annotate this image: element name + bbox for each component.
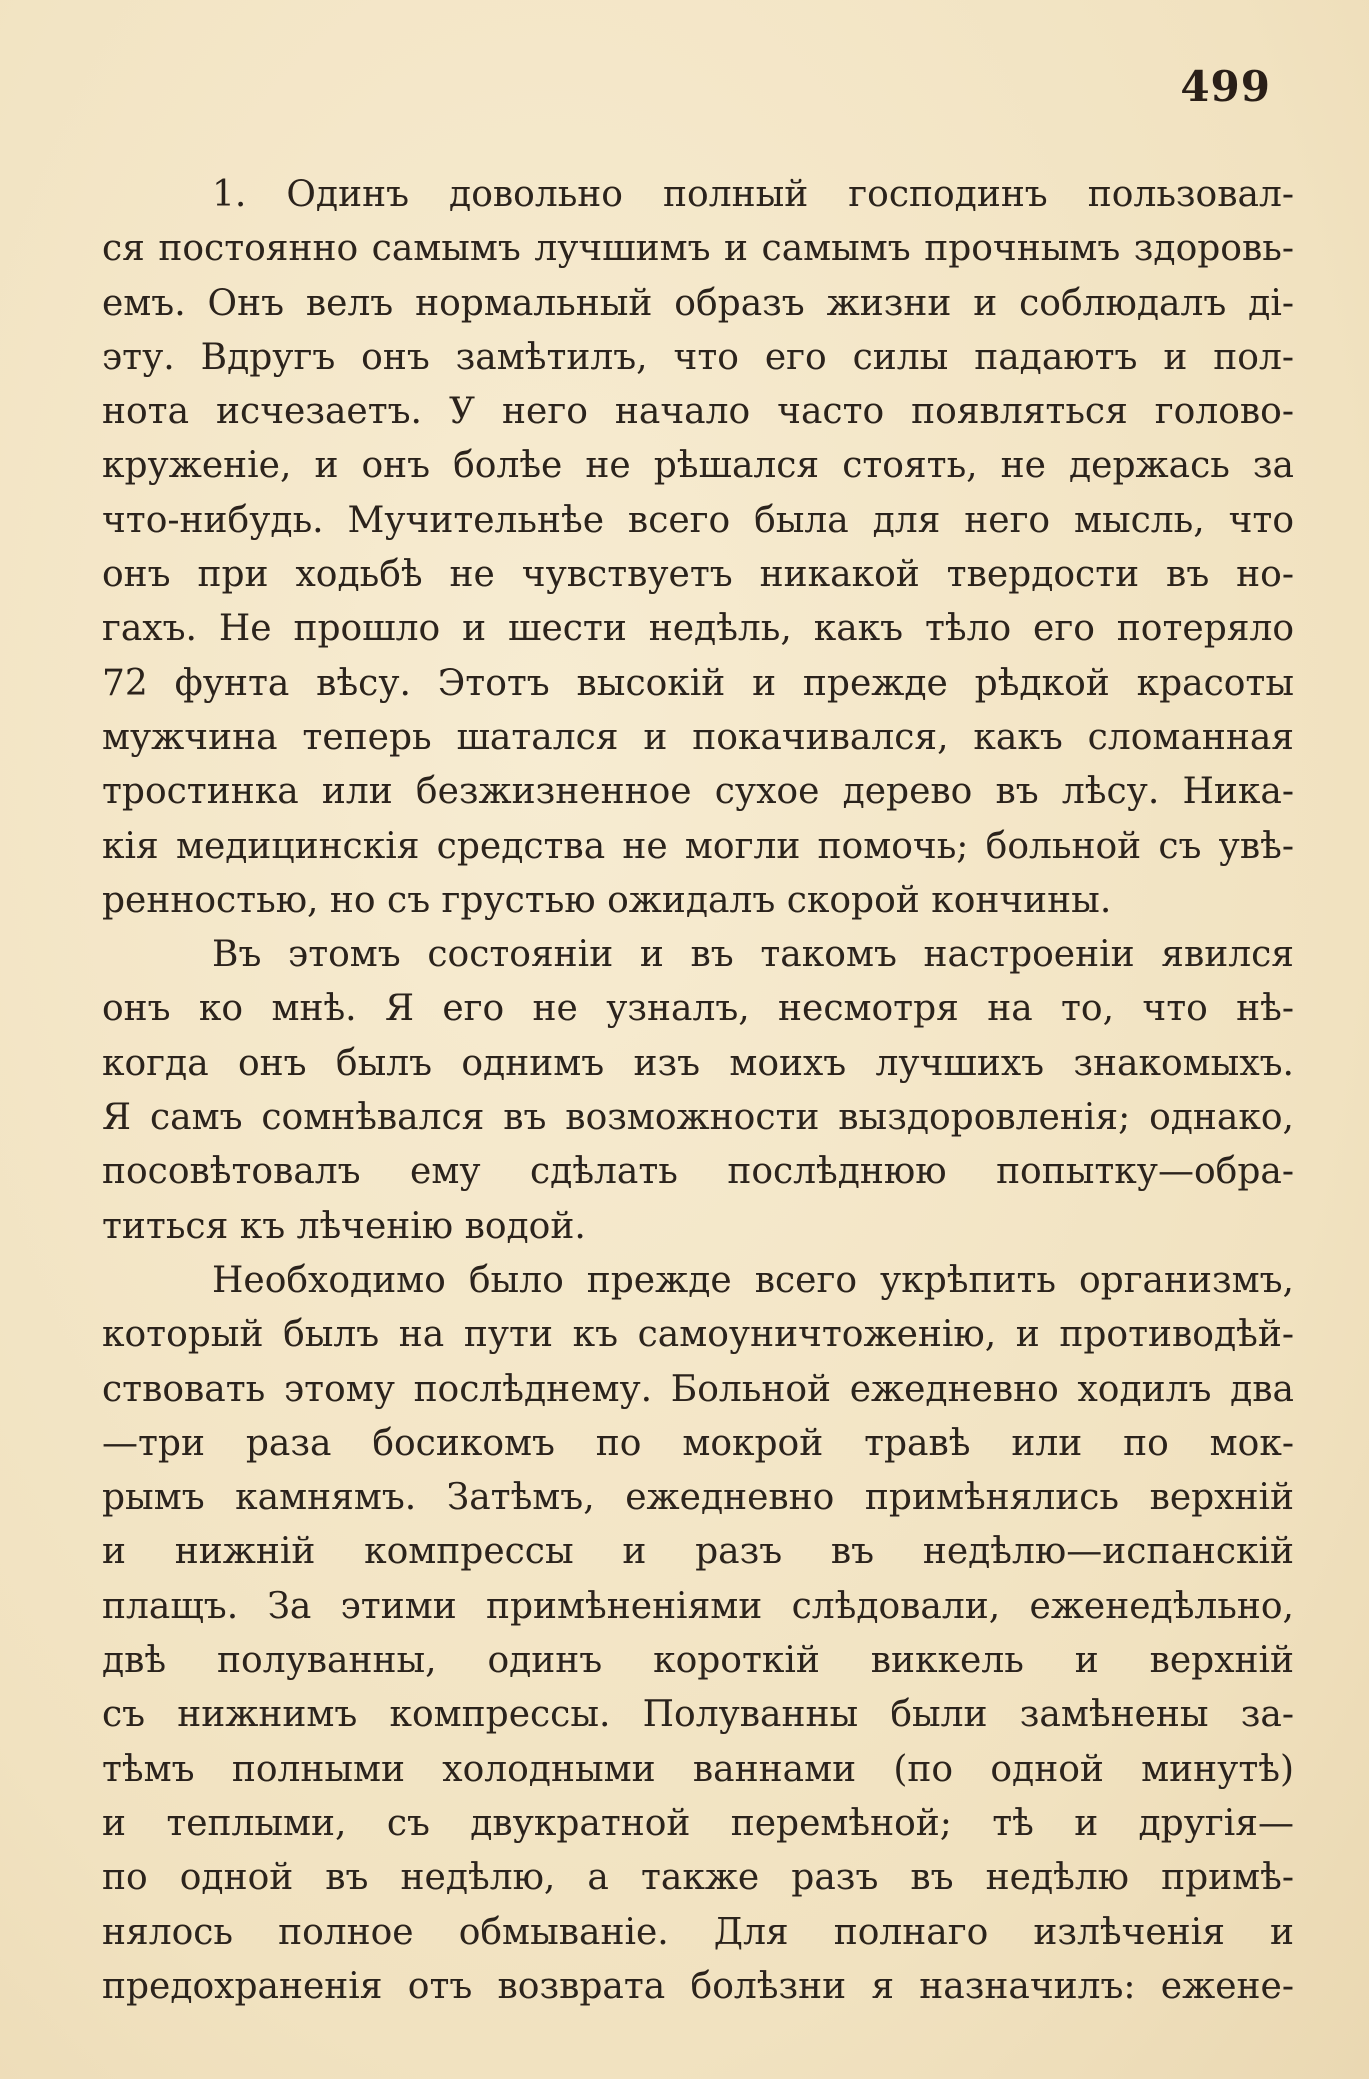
text-line: тѣмъ полными холодными ваннами (по одной минутѣ) <box>102 1748 1294 1790</box>
text-line: тростинка или безжизненное сухое дерево въ лѣсу. Ника- <box>102 771 1294 813</box>
text-line: по одной въ недѣлю, а также разъ въ недѣлю примѣ- <box>102 1857 1294 1899</box>
text-line: кія медицинскія средства не могли помочь; больной съ увѣ- <box>102 825 1294 867</box>
paragraph <box>102 1254 1294 2014</box>
text-line: —три раза босикомъ по мокрой травѣ или по мок- <box>102 1422 1294 1464</box>
text-line: предохраненія отъ возврата болѣзни я назначилъ: еженe- <box>102 1965 1294 2007</box>
text-line: ствовать этому послѣднему. Больной ежедневно ходилъ два <box>102 1368 1294 1410</box>
page-number: 499 <box>1180 62 1271 111</box>
text-line: титься къ лѣченію водой. <box>102 1205 586 1247</box>
text-line: двѣ полуванны, одинъ короткій виккель и верхній <box>102 1640 1294 1682</box>
text-line: 72 фунта вѣсу. Этотъ высокій и прежде рѣдкой красоты <box>102 662 1294 704</box>
text-line: онъ при ходьбѣ не чувствуетъ никакой твердости въ но- <box>102 554 1294 596</box>
text-line: посовѣтовалъ ему сдѣлать послѣднюю попытку—обра- <box>102 1151 1294 1193</box>
text-line: емъ. Онъ велъ нормальный образъ жизни и соблюдалъ ді- <box>102 282 1294 324</box>
text-line: онъ ко мнѣ. Я его не узналъ, несмотря на то, что нѣ- <box>102 988 1294 1030</box>
text-line: Необходимо было прежде всего укрѣпить организмъ, <box>212 1259 1294 1301</box>
text-line: и теплыми, съ двукратной перемѣной; тѣ и другія— <box>102 1802 1294 1844</box>
text-line: рымъ камнямъ. Затѣмъ, ежедневно примѣнялись верхній <box>102 1477 1294 1519</box>
text-line: который былъ на пути къ самоуничтоженію, и противодѣй- <box>102 1314 1294 1356</box>
text-line: и нижній компрессы и разъ въ недѣлю—испанскій <box>102 1531 1294 1573</box>
paragraph <box>102 928 1294 1254</box>
text-line: Я самъ сомнѣвался въ возможности выздоровленія; однако, <box>102 1097 1294 1139</box>
text-line: съ нижнимъ компрессы. Полуванны были замѣнены за- <box>102 1694 1294 1736</box>
body-text <box>102 168 1294 2014</box>
text-line: Въ этомъ состояніи и въ такомъ настроеніи явился <box>212 934 1294 976</box>
text-line: гахъ. Не прошло и шести недѣль, какъ тѣло его потеряло <box>102 608 1294 650</box>
paragraph <box>102 168 1294 928</box>
text-line: 1. Одинъ довольно полный господинъ пользовал- <box>212 174 1294 215</box>
text-line: нота исчезаетъ. У него начало часто появляться голово- <box>102 391 1294 433</box>
text-line: плащъ. За этими примѣненіями слѣдовали, еженедѣльно, <box>102 1585 1294 1627</box>
text-line: круженіе, и онъ болѣе не рѣшался стоять, не держась за <box>102 445 1294 487</box>
text-line: ся постоянно самымъ лучшимъ и самымъ прочнымъ здоровь- <box>102 228 1294 270</box>
text-line: нялось полное обмываніе. Для полнаго излѣченія и <box>102 1911 1294 1953</box>
text-line: когда онъ былъ однимъ изъ моихъ лучшихъ знакомыхъ. <box>102 1042 1294 1084</box>
text-line: что-нибудь. Мучительнѣе всего была для него мысль, что <box>102 499 1294 541</box>
text-line: эту. Вдругъ онъ замѣтилъ, что его силы падаютъ и пол- <box>102 336 1294 378</box>
text-line: ренностью, но съ грустью ожидалъ скорой кончины. <box>102 879 1112 921</box>
text-line: мужчина теперь шатался и покачивался, какъ сломанная <box>102 716 1294 758</box>
